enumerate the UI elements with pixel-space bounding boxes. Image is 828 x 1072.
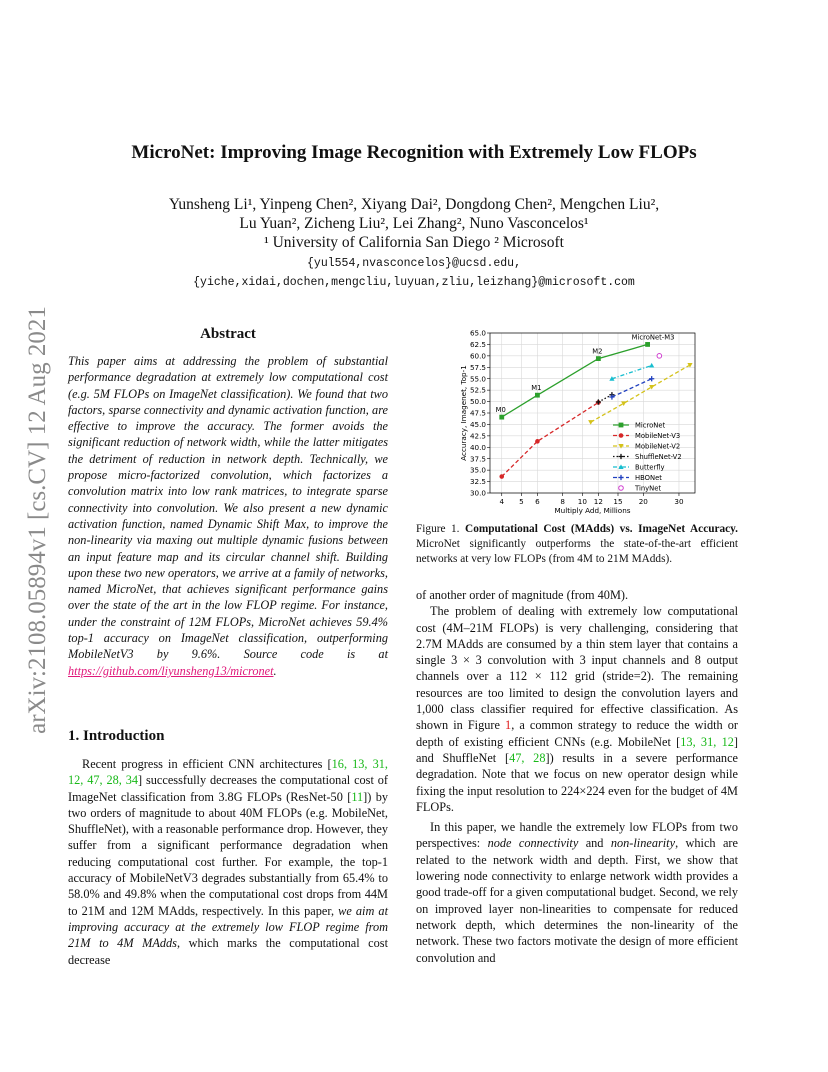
emphasis: non-linearity: [610, 836, 676, 851]
x-tick-label: 15: [613, 497, 623, 506]
data-point-tinynet: [657, 354, 662, 359]
series-line-mobilenet-v2: [591, 365, 690, 422]
authors-line-2: Lu Yuan², Zicheng Liu², Lei Zhang², Nuno Vasconcelos¹: [239, 215, 589, 232]
arxiv-sidebar: [18, 280, 58, 760]
y-tick-label: 42.5: [469, 431, 486, 441]
series-line-micronet: [502, 344, 648, 417]
body-text: and: [578, 836, 611, 851]
y-tick-label: 32.5: [469, 477, 486, 487]
intro-text: ]) by two orders of magnitude to about 40M FLOPs (e.g. MobileNet, ShuffleNet), with a reasonable performance drop. However, they suffer from a significant performance degradation when reducing computational cost further. For example, the top-1 accuracy of MobileNetV3 degrades substantially from 65.4% to 58.0% and 49.8% when the computational cost drops from 44M to 21M and 12M MAdds, respectively. In this paper,: [68, 789, 389, 918]
abstract-body: This paper aims at addressing the problem of substantial performance degradation at extremely low computational cost (e.g. 5M FLOPs on ImageNet classification). We found that two factors, sparse connectivity and dynamic activation function, are effective to improve the accuracy. The former avoids the significant reduction of network width, while the latter mitigates the detriment of reduction in network depth. Technically, we propose micro-factorized convolution, which factorizes a convolution matrix into low rank matrices, to integrate sparse connectivity into convolution. We also present a new dynamic activation function, named Dynamic Shift Max, to improve the non-linearity via maxing out multiple dynamic fusions between an input feature map and its circular channel shift. Building upon these two new operators, we arrive at a family of networks, named MicroNet, that achieves significant performance gains over the state of the art in the low FLOP regime. For instance, under the constraint of 12M FLOPs, MicroNet achieves 59.4% top-1 accuracy on ImageNet classification, outperforming MobileNetV3 by 9.6%. Source code is at: [68, 354, 388, 662]
affiliations: ¹ University of California San Diego ² Microsoft: [264, 234, 564, 251]
y-tick-label: 55.0: [469, 374, 486, 384]
citation-link[interactable]: 47, 28: [509, 750, 546, 765]
y-tick-label: 60.0: [469, 351, 486, 361]
x-tick-label: 12: [593, 497, 603, 506]
data-point-mobilenet-v2: [588, 420, 593, 425]
series-line-mobilenet-v3: [502, 402, 599, 476]
intro-text: Recent progress in efficient CNN architectures [: [82, 757, 332, 771]
continued-text: of another order of magnitude (from 40M).: [416, 588, 629, 602]
intro-emphasis: we aim at improving accuracy at the extremely low FLOP regime from 21M to 4M MAdds: [68, 903, 388, 951]
x-axis-label: Multiply Add, Millions: [554, 506, 631, 515]
data-point-mobilenet-v3: [499, 474, 504, 479]
caption-bold: Computational Cost (MAdds) vs. ImageNet Accuracy.: [465, 523, 739, 535]
figure-1-caption: [416, 522, 738, 567]
y-tick-label: 65.0: [469, 328, 486, 338]
caption-label: Figure 1.: [416, 523, 460, 535]
section-heading-introduction: 1. Introduction: [68, 728, 165, 744]
body-text: , a common strategy to reduce the width or depth of existing efficient CNNs (e.g. MobileNet [: [416, 718, 738, 749]
data-label: M0: [495, 406, 506, 415]
citation-link[interactable]: 11: [351, 789, 364, 804]
legend-marker-shufflenet-v2: [618, 454, 623, 459]
data-point-butterfly: [649, 363, 654, 368]
abstract-heading: Abstract: [200, 326, 256, 342]
email-line-2: {yiche,xidai,dochen,mengcliu,luyuan,zliu,leizhang}@microsoft.com: [193, 276, 635, 289]
body-text: ] and ShuffleNet [: [416, 734, 738, 765]
legend-marker-micronet: [619, 423, 624, 428]
citation-link[interactable]: 13, 31, 12: [680, 734, 734, 749]
intro-text: , which marks the computational cost decrease: [68, 936, 388, 967]
figure-reference-link[interactable]: 1: [505, 718, 512, 733]
legend-marker-mobilenet-v3: [619, 433, 624, 438]
data-point-mobilenet-v3: [535, 439, 540, 444]
source-code-link[interactable]: https://github.com/liyunsheng13/micronet: [68, 663, 274, 678]
data-point-micronet: [645, 342, 650, 347]
y-tick-label: 57.5: [469, 362, 486, 372]
y-tick-label: 30.0: [469, 488, 486, 498]
body-text: In this paper, we handle the extremely low FLOPs from two perspectives:: [416, 820, 738, 851]
abstract-end: .: [273, 663, 277, 678]
body-text: ]) results in a severe performance degradation. Note that we focus on new operator design while fixing the input resolution to 224×224 even for the budget of 4M FLOPs.: [416, 750, 738, 814]
abstract-text: [68, 353, 388, 679]
x-tick-label: 6: [535, 497, 540, 506]
legend-entry-shufflenet-v2: ShuffleNet-V2: [635, 453, 682, 461]
data-label: M1: [531, 384, 542, 393]
data-point-micronet: [499, 415, 504, 420]
emphasis: node connectivity: [487, 836, 579, 851]
x-tick-label: 30: [674, 497, 684, 506]
intro-paragraph: [68, 756, 388, 968]
paper-title: MicroNet: Improving Image Recognition with Extremely Low FLOPs: [131, 142, 697, 163]
data-label: MicroNet-M3: [631, 333, 675, 342]
data-point-micronet: [535, 393, 540, 398]
y-tick-label: 35.0: [469, 465, 486, 475]
x-tick-label: 8: [560, 497, 565, 506]
data-point-mobilenet-v2: [649, 385, 654, 390]
legend-marker-hbonet: [618, 475, 623, 480]
authors-line-1: Yunsheng Li¹, Yinpeng Chen², Xiyang Dai², Dongdong Chen², Mengchen Liu²,: [168, 196, 660, 213]
email-line-1: {yul554,nvasconcelos}@ucsd.edu,: [307, 257, 521, 270]
data-label: M2: [592, 347, 603, 356]
author-block: [0, 195, 828, 252]
body-text: The problem of dealing with extremely low computational cost (4M–21M FLOPs) is very challenging, considering that 2.7M MAdds are consumed by a thin stem layer that contains a single 3 × 3 convolution with 3 input channels and 8 output channels over a 112 × 112 grid (stride=2). The remaining resources are too limited to design the convolution layers and 1,000 class classifier required for effective classification. As shown in Figure: [416, 604, 738, 733]
arxiv-identifier: arXiv:2108.05894v1 [cs.CV] 12 Aug 2021: [24, 306, 51, 734]
x-tick-label: 10: [577, 497, 587, 506]
intro-text: ] successfully decreases the computational cost of ImageNet classification from 3.8G FLOPs (ResNet-50 [: [68, 773, 388, 804]
y-tick-label: 47.5: [469, 408, 486, 418]
legend-entry-micronet: MicroNet: [635, 421, 666, 430]
series-line-shufflenet-v2: [598, 395, 612, 402]
data-point-micronet: [596, 356, 601, 361]
right-column-text: [416, 587, 738, 966]
legend-entry-butterfly: Butterfly: [635, 463, 665, 472]
x-tick-label: 5: [519, 497, 524, 506]
y-tick-label: 50.0: [469, 397, 486, 407]
citation-link[interactable]: 16, 13, 31, 12, 47, 28, 34: [68, 757, 388, 788]
y-tick-label: 52.5: [469, 385, 486, 395]
figure-1-chart: [455, 325, 745, 515]
y-tick-label: 62.5: [469, 340, 486, 350]
y-tick-label: 40.0: [469, 442, 486, 452]
x-tick-label: 20: [638, 497, 648, 506]
body-text: , which are related to the network width and depth. First, we show that lowering node connectivity to enlarge network width provides a good trade-off for a given computational budget. Second, we rely on improved layer non-linearities to compensate for reduced network depth, which determines the non-linearity of the network. These two factors motivate the design of more efficient convolution and: [416, 836, 738, 965]
legend-entry-hbonet: HBONet: [635, 474, 662, 482]
legend-marker-tinynet: [619, 486, 624, 491]
x-tick-label: 4: [499, 497, 505, 506]
y-tick-label: 45.0: [469, 420, 486, 430]
legend-entry-mobilenet-v3: MobileNet-V3: [635, 432, 681, 440]
data-point-hbonet: [649, 376, 654, 381]
caption-text: MicroNet significantly outperforms the state-of-the-art efficient networks at very low FLOPs (from 4M to 21M MAdds).: [416, 538, 738, 565]
y-tick-label: 37.5: [469, 454, 486, 464]
y-axis-label: Accuracy, Imagenet, Top-1: [459, 365, 468, 461]
legend-entry-tinynet: TinyNet: [635, 484, 662, 493]
legend-entry-mobilenet-v2: MobileNet-V2: [635, 442, 681, 451]
